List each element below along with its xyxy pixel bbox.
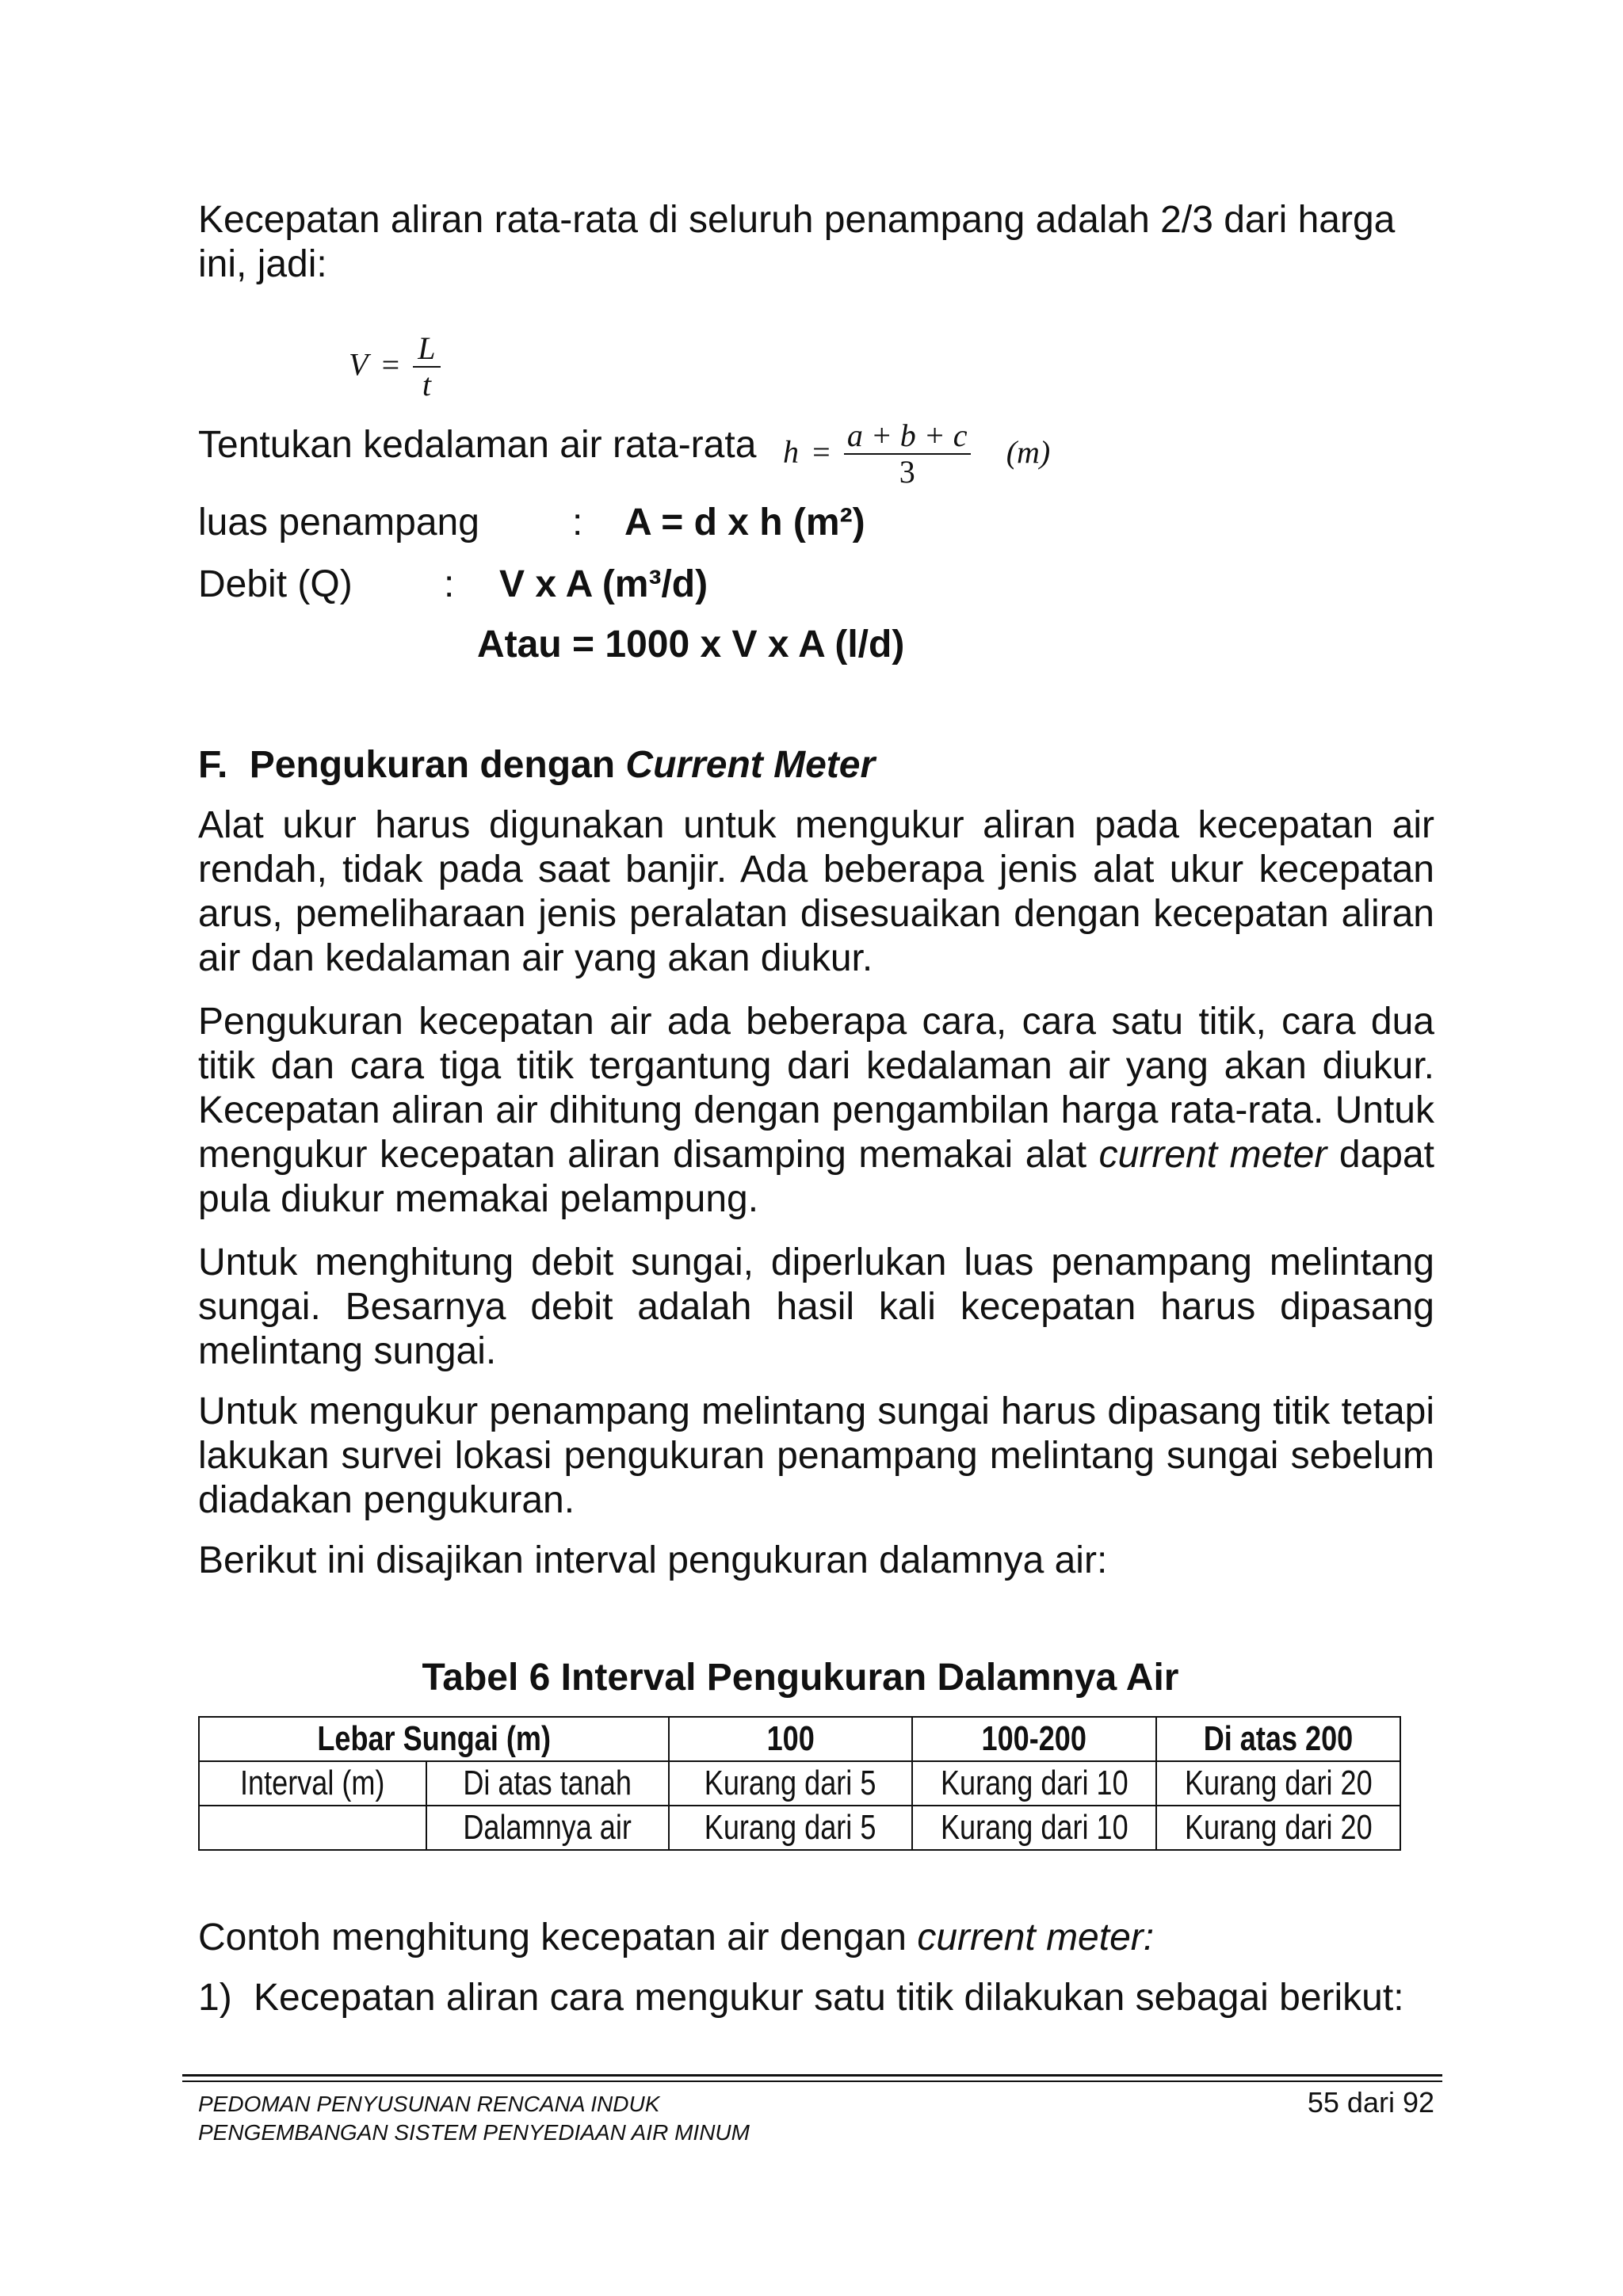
intro-line-2: ini, jadi: [198,243,327,285]
intro-line-1: Kecepatan aliran rata-rata di seluruh penampang adalah 2/3 dari harga [198,199,1396,241]
table-header-cell: 100-200 [912,1717,1156,1761]
formula-depth-lhs: h [783,433,799,470]
formula-v-fraction [413,331,440,402]
paragraph-4: Untuk mengukur penampang melintang sungai harus dipasang titik tetapi lakukan survei lokasi pengukuran penampang melintang sungai sebelum diadakan pengukuran. [198,1390,1434,1521]
paragraph-2 [198,1000,1434,1222]
paragraph-5: Berikut ini disajikan interval pengukuran dalamnya air: [198,1539,1108,1581]
formula-depth-unit: (m) [1006,433,1051,470]
table-cell: Kurang dari 5 [669,1761,913,1806]
table-cell: Dalamnya air [426,1806,668,1850]
table-header-cell: Lebar Sungai (m) [199,1717,669,1761]
table-cell: Kurang dari 10 [912,1761,1156,1806]
debit-label: Debit (Q) [198,563,353,605]
example-text: Contoh menghitung kecepatan air dengan [198,1917,918,1958]
table-header-row [199,1717,1400,1761]
footer-title-line-1: PEDOMAN PENYUSUNAN RENCANA INDUK [198,2092,660,2116]
formula-v-numerator: L [413,331,440,368]
formula-velocity [349,331,441,402]
interval-table [198,1716,1401,1851]
area-formula: A = d x h (m²) [624,502,865,543]
section-title: Pengukuran dengan [249,744,626,786]
debit-colon: : [444,563,455,605]
formula-v-denominator: t [422,367,431,402]
table-cell [199,1806,426,1850]
step-1 [198,1976,1404,2020]
table-header-cell: 100 [669,1717,913,1761]
formula-depth-eq: = [812,433,831,470]
table-row [199,1761,1400,1806]
debit-formula: V x A (m³/d) [499,563,708,605]
section-letter: F. [198,744,228,786]
footer-rule-top [182,2074,1442,2077]
footer-title-line-2: PENGEMBANGAN SISTEM PENYEDIAAN AIR MINUM [198,2120,750,2145]
table-cell: Di atas tanah [426,1761,668,1806]
paragraph-1: Alat ukur harus digunakan untuk mengukur aliran pada kecepatan air rendah, tidak pada saat banjir. Ada beberapa jenis alat ukur kecepatan arus, pemeliharaan jenis peralatan disesuaikan dengan kecepatan aliran air dan kedalaman air yang akan diukur. [198,804,1434,979]
formula-depth-denominator: 3 [899,454,915,490]
formula-depth [783,418,1050,490]
step-1-text: Kecepatan aliran cara mengukur satu titik dilakukan sebagai berikut: [254,1977,1404,2019]
paragraph-2-tail: dapat pula diukur memakai pelampung. [198,1134,1435,1220]
section-heading [198,743,875,788]
debit-alt-formula: Atau = 1000 x V x A (l/d) [477,624,905,666]
table-cell: Kurang dari 5 [669,1806,913,1850]
table-row [199,1806,1400,1850]
section-title-italic: Current Meter [625,744,876,786]
area-label: luas penampang [198,502,479,543]
table-cell: Interval (m) [199,1761,426,1806]
formula-depth-numerator: a + b + c [844,418,971,455]
table-caption: Tabel 6 Interval Pengukuran Dalamnya Air [422,1657,1179,1699]
paragraph-2-italic: current meter [1098,1134,1327,1176]
table-cell: Kurang dari 10 [912,1806,1156,1850]
paragraph-2-text: Pengukuran kecepatan air ada beberapa cara, cara satu titik, cara dua titik dan cara tiga titik tergantung dari kedalaman air yang akan diukur. Kecepatan aliran air dihitung dengan pengambilan harga rata-rata. Untuk mengukur kecepatan aliran disamping memakai alat [198,1001,1434,1176]
area-colon: : [572,502,583,543]
table-cell: Kurang dari 20 [1156,1761,1400,1806]
formula-v-lhs: V [349,346,369,383]
footer-rule-bottom [182,2081,1442,2082]
paragraph-3: Untuk menghitung debit sungai, diperlukan luas penampang melintang sungai. Besarnya debit adalah hasil kali kecepatan harus dipasang melintang sungai. [198,1241,1434,1372]
step-1-number: 1) [198,1977,232,2019]
formula-depth-fraction [844,418,971,490]
example-line [198,1916,1154,1960]
example-italic: current meter: [917,1917,1155,1958]
formula-v-eq: = [381,346,400,383]
depth-label: Tentukan kedalaman air rata-rata [198,424,757,466]
table-cell: Kurang dari 20 [1156,1806,1400,1850]
table-header-cell: Di atas 200 [1156,1717,1400,1761]
page-number: 55 dari 92 [1307,2086,1434,2119]
